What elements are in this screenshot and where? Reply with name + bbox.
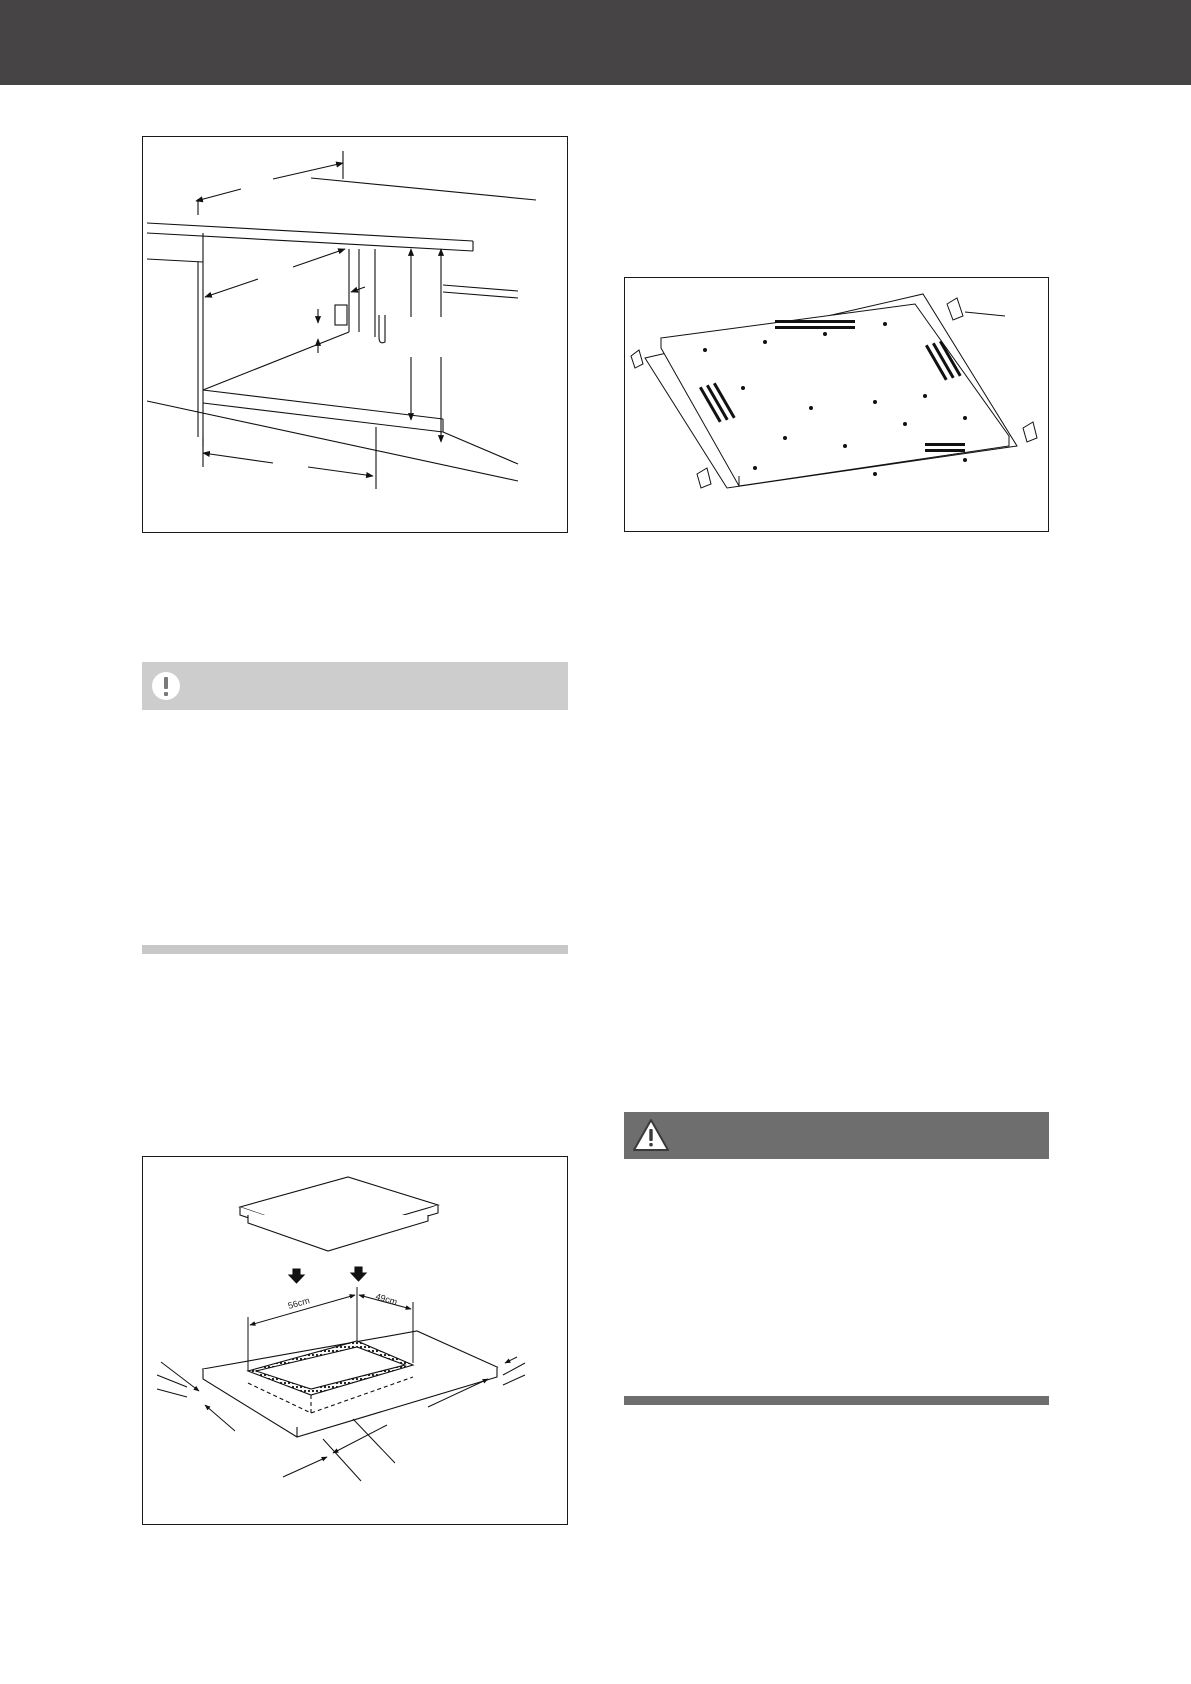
hob-underside-figure xyxy=(624,277,1049,532)
cabinet-dimension-drawing xyxy=(143,137,567,532)
section-divider-dark xyxy=(624,1396,1049,1405)
mounting-clamp xyxy=(631,350,643,368)
exclamation-circle-icon xyxy=(151,671,181,701)
hob-cutout-drawing xyxy=(143,1157,567,1524)
warning-note-bar xyxy=(624,1112,1049,1159)
warning-triangle-icon xyxy=(632,1118,670,1152)
section-divider-light xyxy=(142,945,568,954)
hob-underside-clamps-drawing xyxy=(625,278,1048,531)
cutout-depth-label: 49cm xyxy=(374,1291,399,1307)
cutout-width-label: 56cm xyxy=(286,1295,311,1311)
header-bar xyxy=(0,0,1191,85)
hob-cutout-figure xyxy=(142,1156,568,1525)
mounting-clamp xyxy=(947,298,963,320)
mounting-clamp xyxy=(1023,422,1037,442)
important-note-bar xyxy=(142,662,568,710)
mounting-clamp xyxy=(697,468,711,488)
cabinet-dimension-figure xyxy=(142,136,568,533)
